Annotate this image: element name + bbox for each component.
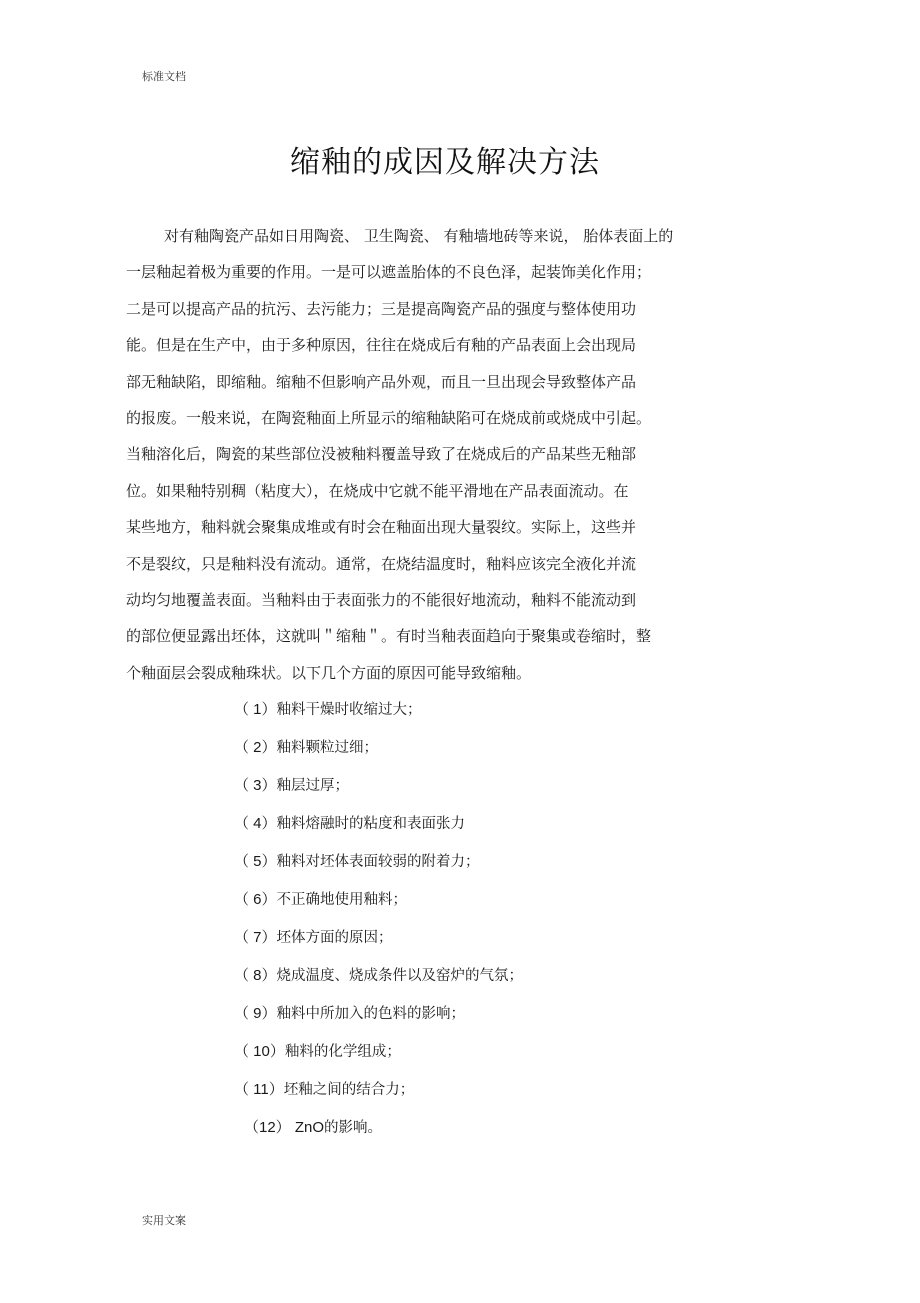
list-item-text: 坯体方面的原因； bbox=[276, 930, 393, 946]
list-item bbox=[234, 928, 714, 966]
list-item-number: （12） ZnO bbox=[244, 1119, 325, 1136]
body-line: 动均匀地覆盖表面。当釉料由于表面张力的不能很好地流动，釉料不能流动到 bbox=[126, 590, 637, 609]
body-line: 对有釉陶瓷产品如日用陶瓷、 卫生陶瓷、 有釉墙地砖等来说， 胎体表面上的 bbox=[164, 227, 674, 245]
body-line: 当釉溶化后，陶瓷的某些部位没被釉料覆盖导致了在烧成后的产品某些无釉部 bbox=[126, 445, 637, 464]
list-item bbox=[234, 966, 714, 1004]
list-item-text: 釉料中所加入的色料的影响； bbox=[276, 1006, 466, 1022]
list-item bbox=[234, 1042, 714, 1080]
body-line: 部无釉缺陷，即缩釉。缩釉不但影响产品外观，而且一旦出现会导致整体产品 bbox=[126, 372, 637, 391]
list-item-number: （ 8） bbox=[234, 967, 277, 984]
list-item-number: （ 11） bbox=[234, 1081, 284, 1098]
list-item-number: （ 3） bbox=[234, 777, 277, 794]
body-line: 个釉面层会裂成釉珠状。以下几个方面的原因可能导致缩釉。 bbox=[126, 663, 532, 682]
list-item-text: 釉层过厚； bbox=[276, 778, 350, 794]
list-item-text: 釉料的化学组成； bbox=[284, 1044, 401, 1060]
list-item bbox=[234, 1080, 714, 1118]
list-item-text: 烧成温度、烧成条件以及窑炉的气氛； bbox=[276, 968, 524, 984]
footer-label: 实用文案 bbox=[142, 1214, 186, 1227]
list-item bbox=[234, 738, 714, 776]
list-item bbox=[234, 1118, 714, 1156]
list-item bbox=[234, 890, 714, 928]
list-item-text: 釉料对坯体表面较弱的附着力； bbox=[276, 854, 480, 870]
list-item bbox=[234, 814, 714, 852]
list-item bbox=[234, 776, 714, 814]
body-line: 二是可以提高产品的抗污、去污能力；三是提高陶瓷产品的强度与整体使用功 bbox=[126, 299, 637, 318]
body-line: 位。如果釉特别稠（粘度大），在烧成中它就不能平滑地在产品表面流动。在 bbox=[126, 481, 629, 500]
cause-list bbox=[234, 700, 714, 1156]
list-item-number: （ 6） bbox=[234, 891, 277, 908]
body-line: 一层釉起着极为重要的作用。一是可以遮盖胎体的不良色泽，起装饰美化作用； bbox=[126, 263, 652, 282]
list-item-number: （ 7） bbox=[234, 929, 277, 946]
list-item-text: 不正确地使用釉料； bbox=[276, 892, 408, 908]
list-item bbox=[234, 1004, 714, 1042]
body-line: 的报废。一般来说，在陶瓷釉面上所显示的缩釉缺陷可在烧成前或烧成中引起。 bbox=[126, 408, 652, 427]
page-title: 缩釉的成因及解决方法 bbox=[290, 145, 600, 181]
list-item bbox=[234, 700, 714, 738]
list-item-number: （ 2） bbox=[234, 739, 277, 756]
list-item-number: （ 4） bbox=[234, 815, 277, 832]
body-line: 不是裂纹，只是釉料没有流动。通常，在烧结温度时，釉料应该完全液化并流 bbox=[126, 554, 637, 573]
list-item bbox=[234, 852, 714, 890]
list-item-number: （ 5） bbox=[234, 853, 277, 870]
list-item-text: 釉料干燥时收缩过大； bbox=[276, 702, 422, 718]
list-item-text: 釉料熔融时的粘度和表面张力 bbox=[276, 816, 466, 832]
list-item-text: 的影响。 bbox=[324, 1120, 383, 1136]
list-item-number: （ 1） bbox=[234, 701, 277, 718]
body-line: 的部位便显露出坯体，这就叫＂缩釉＂。有时当釉表面趋向于聚集或卷缩时，整 bbox=[126, 627, 652, 646]
body-line: 某些地方，釉料就会聚集成堆或有时会在釉面出现大量裂纹。实际上，这些并 bbox=[126, 518, 637, 537]
body-paragraph bbox=[126, 226, 706, 699]
list-item-text: 釉料颗粒过细； bbox=[276, 740, 379, 756]
header-label: 标准文档 bbox=[142, 70, 186, 83]
list-item-text: 坯釉之间的结合力； bbox=[283, 1082, 415, 1098]
list-item-number: （ 9） bbox=[234, 1005, 277, 1022]
list-item-number: （ 10） bbox=[234, 1043, 285, 1060]
body-line: 能。但是在生产中，由于多种原因，往往在烧成后有釉的产品表面上会出现局 bbox=[126, 336, 637, 355]
